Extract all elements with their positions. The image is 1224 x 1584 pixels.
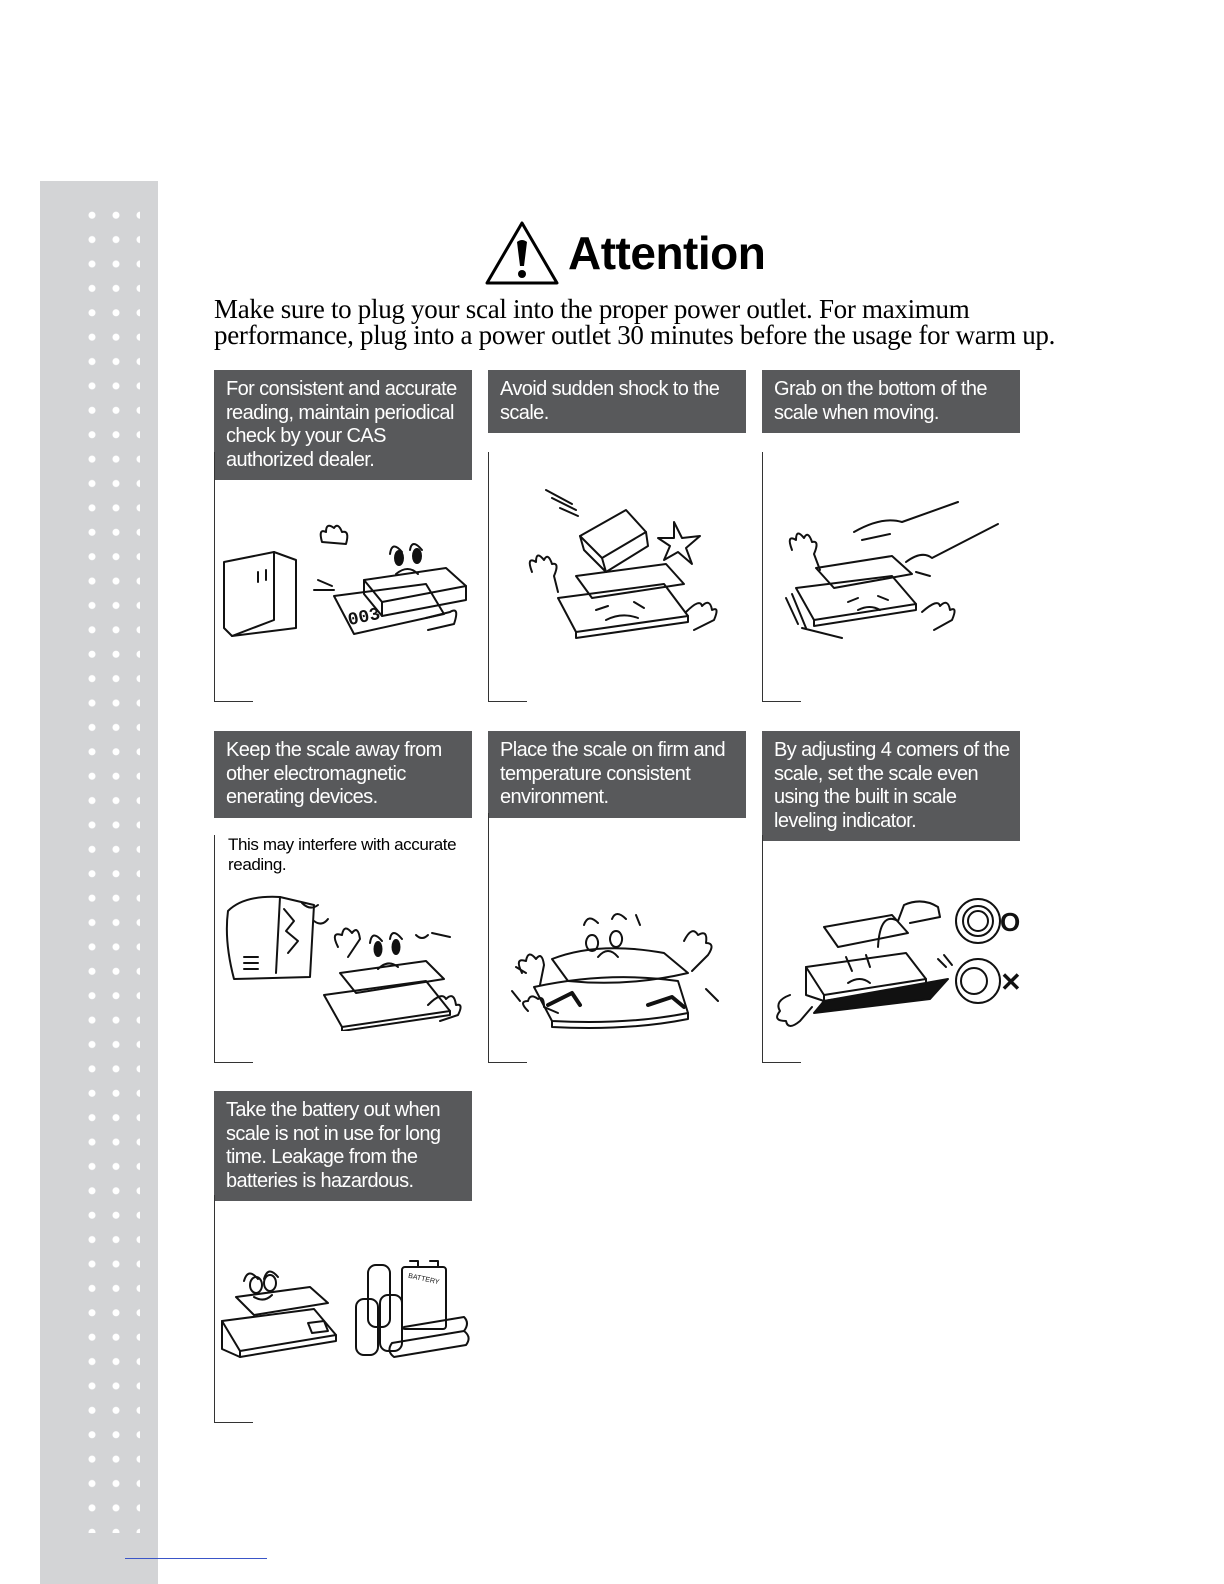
card-text: Place the scale on firm and temperature consistent environment. xyxy=(488,731,746,818)
shock-illustration xyxy=(488,480,746,640)
card-text: Avoid sudden shock to the scale. xyxy=(488,370,746,433)
card-electromagnetic xyxy=(214,731,472,874)
display-readout: 003 xyxy=(346,604,383,632)
card-text: Keep the scale away from other electromagnetic enerating devices. xyxy=(214,731,472,818)
interference-note: This may interfere with accurate reading. xyxy=(228,835,457,874)
warning-icon xyxy=(484,220,560,286)
card-text: Take the battery out when scale is not in use for long time. Leakage from the batteries is hazardous. xyxy=(214,1091,472,1201)
intro-paragraph: Make sure to plug your scal into the proper power outlet. For maximum performance, plug into a power outlet 30 minutes before the usage for warm up. xyxy=(214,294,1056,350)
unstable-illustration xyxy=(488,901,746,1041)
sidebar-dot-pattern xyxy=(80,203,140,1533)
card-text: By adjusting 4 comers of the scale, set the scale even using the built in scale leveling indicator. xyxy=(762,731,1020,841)
interference-illustration xyxy=(214,881,472,1031)
level-bad-mark: ✕ xyxy=(1000,967,1022,997)
leveling-illustration xyxy=(762,891,1024,1031)
battery-label: BATTERY xyxy=(407,1272,440,1287)
card-leveling xyxy=(762,731,1022,997)
battery-illustration xyxy=(214,1251,472,1371)
card-text: For consistent and accurate reading, maintain periodical check by your CAS authorized dealer. xyxy=(214,370,472,480)
dealer-check-illustration xyxy=(214,510,472,645)
card-grab-bottom xyxy=(762,370,1020,433)
card-firm-surface xyxy=(488,731,746,818)
level-ok-mark: O xyxy=(1000,907,1021,937)
page-title: Attention xyxy=(568,227,766,279)
card-avoid-shock xyxy=(488,370,746,433)
card-text: Grab on the bottom of the scale when moving. xyxy=(762,370,1020,433)
footer-rule xyxy=(125,1558,267,1559)
moving-illustration xyxy=(762,496,1020,646)
card-maintenance xyxy=(214,370,472,632)
card-battery xyxy=(214,1091,472,1287)
attention-heading xyxy=(484,220,765,286)
